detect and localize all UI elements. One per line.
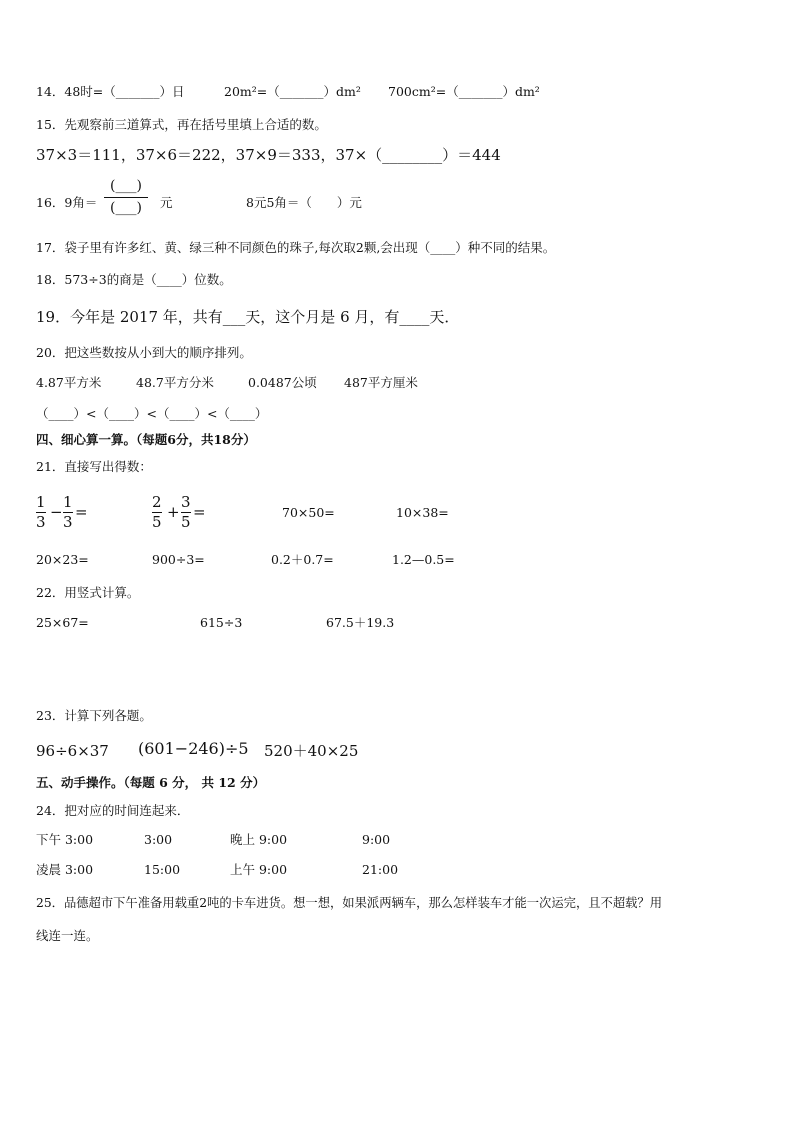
q21-fraction-2a xyxy=(152,494,162,531)
denominator: 3 xyxy=(36,513,46,531)
section-5-heading: 五、动手操作。（每题 6 分， 共 12 分） xyxy=(36,775,266,790)
q20-item: 487平方厘米 xyxy=(344,375,418,390)
q22-stem: 22．用竖式计算。 xyxy=(36,585,140,600)
numerator: 2 xyxy=(152,493,162,511)
q21-stem: 21．直接写出得数： xyxy=(36,459,152,474)
q15-stem: 15．先观察前三道算式，再在括号里填上合适的数。 xyxy=(36,117,327,132)
q16-prefix: 16．9角＝ xyxy=(36,195,98,210)
q22-item: 67.5＋19.3 xyxy=(326,615,395,630)
q16-denominator-blank: (___) xyxy=(110,200,142,216)
q21-expr: 1.2—0.5= xyxy=(392,552,455,567)
q14-part-b: 20m²=（_______）dm² xyxy=(224,84,361,99)
equals-sign: = xyxy=(75,503,88,521)
numerator: 1 xyxy=(63,493,73,511)
denominator: 5 xyxy=(152,513,162,531)
q23-item: 96÷6×37 xyxy=(36,742,109,760)
q24-time: 下午 3:00 xyxy=(36,832,94,847)
q18: 18．573÷3的商是（____）位数。 xyxy=(36,272,232,287)
q15-equations: 37×3＝111，37×6＝222，37×9＝333，37×（________）＝444 xyxy=(36,146,501,164)
numerator: 3 xyxy=(181,493,191,511)
section-4-heading: 四、细心算一算。（每题6分，共18分） xyxy=(36,432,256,447)
q16-fraction-blank xyxy=(104,178,148,217)
fraction-bar xyxy=(104,197,148,198)
q20-item: 48.7平方分米 xyxy=(136,375,214,390)
q21-fraction-1b xyxy=(63,494,73,531)
q22-item: 615÷3 xyxy=(200,615,243,630)
plus-operator: + xyxy=(167,503,180,521)
q24-stem: 24．把对应的时间连起来． xyxy=(36,803,190,818)
q24-time: 凌晨 3:00 xyxy=(36,862,94,877)
minus-operator: − xyxy=(50,503,63,521)
q20-item: 0.0487公顷 xyxy=(248,375,317,390)
q21-expr: 70×50= xyxy=(282,505,335,520)
q16-part-b: 8元5角＝（ ）元 xyxy=(246,195,362,210)
q21-expr: 900÷3= xyxy=(152,552,205,567)
q21-fraction-2b xyxy=(181,494,191,531)
denominator: 3 xyxy=(63,513,73,531)
q14-part-c: 700cm²=（_______）dm² xyxy=(388,84,540,99)
q21-fraction-1a xyxy=(36,494,46,531)
q21-expr: 0.2＋0.7= xyxy=(271,552,334,567)
denominator: 5 xyxy=(181,513,191,531)
q24-time: 3:00 xyxy=(144,832,173,847)
q25-line-2: 线连一连。 xyxy=(36,928,99,943)
q25-line-1: 25．品德超市下午准备用载重2吨的卡车进货。想一想，如果派两辆车，那么怎样装车才能一次运完，且不超载？用 xyxy=(36,896,663,910)
q23-item: (601−246)÷5 xyxy=(138,739,249,758)
q23-item: 520＋40×25 xyxy=(264,742,359,760)
q17: 17．袋子里有许多红、黄、绿三种不同颜色的珠子,每次取2颗,会出现（____）种不同的结果。 xyxy=(36,240,556,255)
q24-time: 晚上 9:00 xyxy=(230,832,288,847)
q14-part-a: 14．48时=（_______）日 xyxy=(36,84,185,99)
numerator: 1 xyxy=(36,493,46,511)
q20-stem: 20．把这些数按从小到大的顺序排列。 xyxy=(36,345,252,360)
q24-time: 15:00 xyxy=(144,862,181,877)
q21-expr: 20×23= xyxy=(36,552,89,567)
q21-expr: 10×38= xyxy=(396,505,449,520)
q23-stem: 23．计算下列各题。 xyxy=(36,708,152,723)
q22-item: 25×67= xyxy=(36,615,89,630)
q24-time: 21:00 xyxy=(362,862,399,877)
q24-time: 上午 9:00 xyxy=(230,862,288,877)
q20-item: 4.87平方米 xyxy=(36,375,102,390)
q19: 19．今年是 2017 年，共有___天，这个月是 6 月，有____天． xyxy=(36,308,460,326)
q24-time: 9:00 xyxy=(362,832,391,847)
q16-unit: 元 xyxy=(160,195,173,210)
equals-sign: = xyxy=(193,503,206,521)
q20-order-blanks: （____）<（____）<（____）<（____） xyxy=(36,406,268,421)
q16-numerator-blank: (___) xyxy=(110,178,142,194)
